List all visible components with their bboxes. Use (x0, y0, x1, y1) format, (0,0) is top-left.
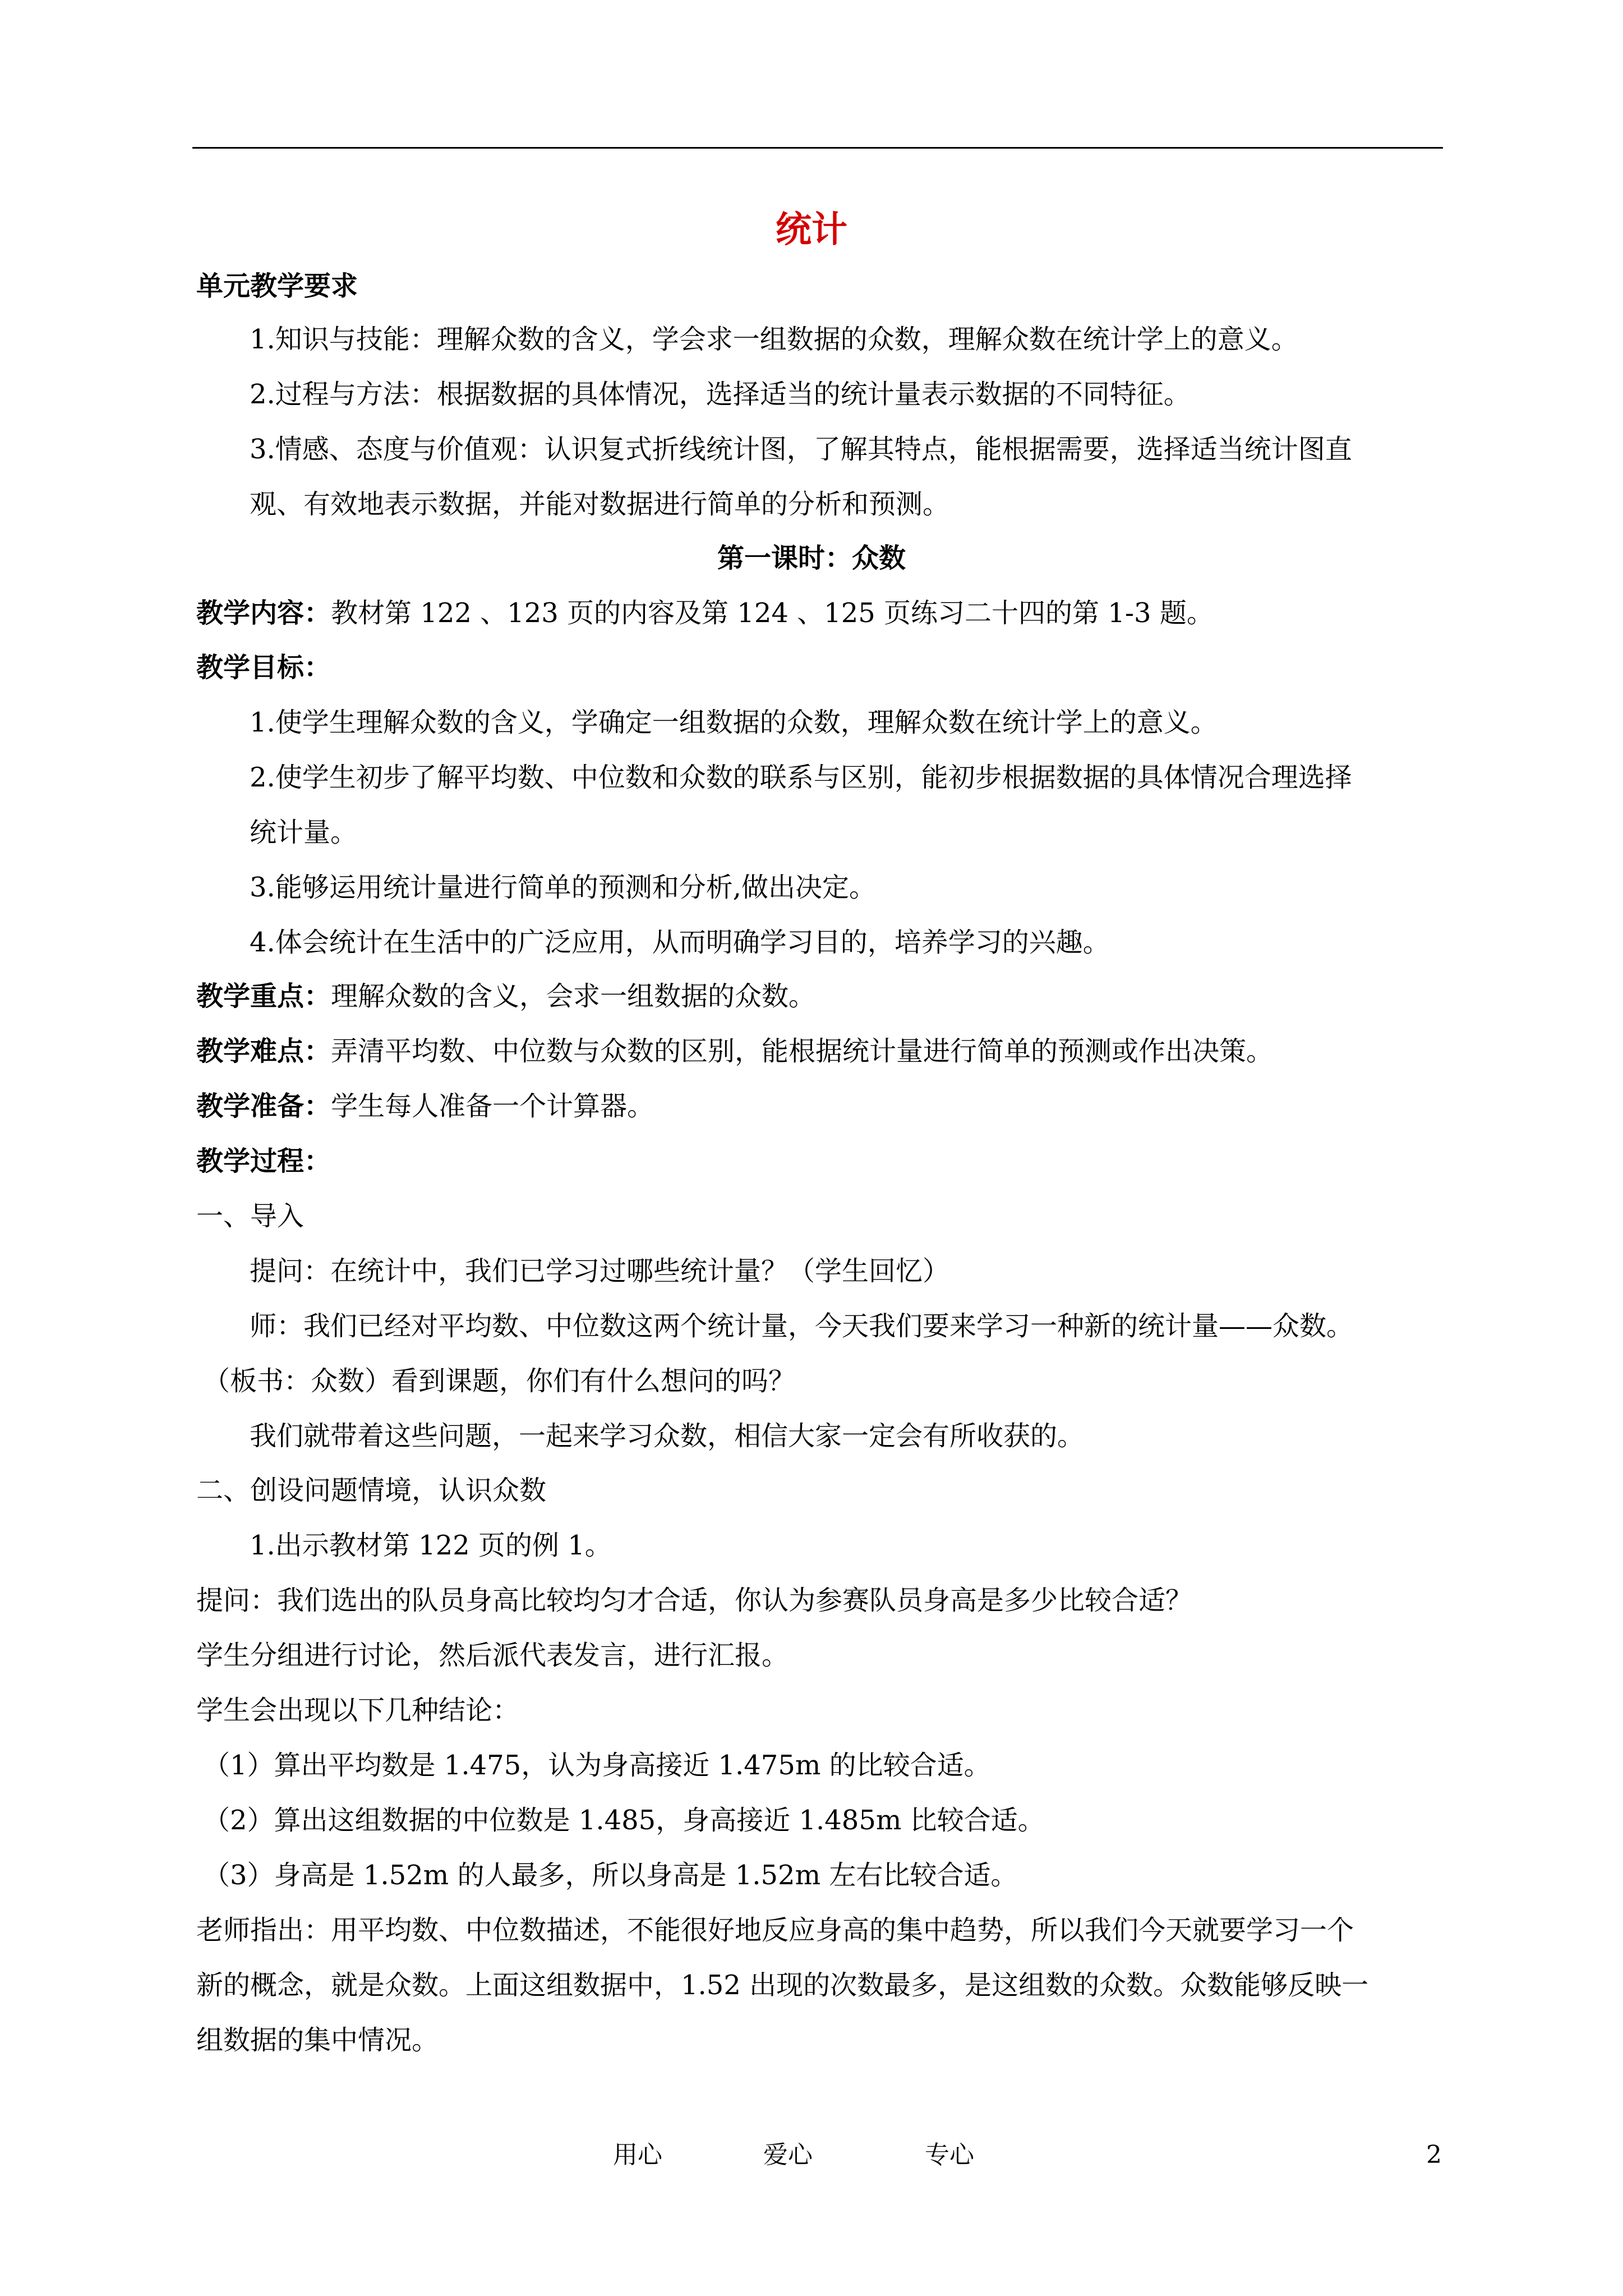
page-number: 2 (1426, 2141, 1442, 2169)
process-line: 学生会出现以下几种结论： (196, 1695, 520, 1726)
page-title: 统计 (776, 209, 847, 251)
lesson-title: 第一课时：众数 (717, 542, 906, 574)
section-heading-mode: 二、创设问题情境，认识众数 (196, 1475, 547, 1506)
process-line: 1.出示教材第 122 页的例 1。 (250, 1530, 612, 1561)
requirement-item: 1.知识与技能：理解众数的含义，学会求一组数据的众数，理解众数在统计学上的意义。 (250, 324, 1298, 355)
objective-item: 3.能够运用统计量进行简单的预测和分析,做出决定。 (250, 872, 877, 903)
objective-item: 统计量。 (250, 817, 358, 848)
process-line: 提问：我们选出的队员身高比较均匀才合适，你认为参赛队员身高是多少比较合适？ (196, 1585, 1193, 1616)
process-line: 我们就带着这些问题，一起来学习众数，相信大家一定会有所收获的。 (250, 1420, 1085, 1452)
content-text: 教材第 122 、123 页的内容及第 124 、125 页练习二十四的第 1-3 题。 (331, 597, 1214, 629)
objective-item: 2.使学生初步了解平均数、中位数和众数的联系与区别，能初步根据数据的具体情况合理选择 (250, 762, 1352, 793)
process-line: 师：我们已经对平均数、中位数这两个统计量，今天我们要来学习一种新的统计量——众数。 (250, 1310, 1354, 1342)
process-line: 老师指出：用平均数、中位数描述，不能很好地反应身高的集中趋势，所以我们今天就要学习一个 (196, 1915, 1354, 1946)
conclusion-item: （2）算出这组数据的中位数是 1.485，身高接近 1.485m 比较合适。 (203, 1805, 1045, 1836)
process-line: 组数据的集中情况。 (196, 2024, 439, 2056)
content-line (196, 595, 1214, 631)
requirement-item: 3.情感、态度与价值观：认识复式折线统计图，了解其特点，能根据需要，选择适当统计图直 (250, 434, 1352, 465)
process-line: （板书：众数）看到课题，你们有什么想问的吗？ (203, 1365, 796, 1397)
conclusion-item: （3）身高是 1.52m 的人最多，所以身高是 1.52m 左右比较合适。 (203, 1860, 1018, 1891)
difficulty-label: 教学难点： (196, 1036, 331, 1067)
requirement-item: 观、有效地表示数据，并能对数据进行简单的分析和预测。 (250, 489, 950, 520)
section-heading-intro: 一、导入 (196, 1200, 305, 1232)
content-label: 教学内容： (196, 597, 331, 629)
key-point-line (196, 978, 815, 1014)
process-line: 学生分组进行讨论，然后派代表发言，进行汇报。 (196, 1640, 789, 1671)
objectives-heading: 教学目标： (196, 652, 331, 683)
preparation-label: 教学准备： (196, 1091, 331, 1122)
footer-mid: 爱心 (763, 2141, 813, 2169)
preparation-line (196, 1088, 654, 1124)
unit-requirements-heading: 单元教学要求 (196, 270, 358, 302)
key-point-text: 理解众数的含义，会求一组数据的众数。 (331, 981, 816, 1012)
requirement-item: 2.过程与方法：根据数据的具体情况，选择适当的统计量表示数据的不同特征。 (250, 379, 1191, 410)
footer-right: 专心 (925, 2141, 974, 2169)
process-heading: 教学过程： (196, 1145, 331, 1177)
difficulty-text: 弄清平均数、中位数与众数的区别，能根据统计量进行简单的预测或作出决策。 (331, 1036, 1274, 1067)
footer-left: 用心 (613, 2141, 662, 2169)
key-point-label: 教学重点： (196, 981, 331, 1012)
process-line: 提问：在统计中，我们已学习过哪些统计量？（学生回忆） (250, 1255, 950, 1287)
objective-item: 1.使学生理解众数的含义，学确定一组数据的众数，理解众数在统计学上的意义。 (250, 707, 1218, 738)
preparation-text: 学生每人准备一个计算器。 (331, 1091, 654, 1122)
difficulty-line (196, 1033, 1273, 1069)
header-rule (192, 147, 1443, 149)
objective-item: 4.体会统计在生活中的广泛应用，从而明确学习目的，培养学习的兴趣。 (250, 927, 1110, 958)
conclusion-item: （1）算出平均数是 1.475，认为身高接近 1.475m 的比较合适。 (203, 1750, 991, 1781)
process-line: 新的概念，就是众数。上面这组数据中，1.52 出现的次数最多，是这组数的众数。众数能够反映一 (196, 1970, 1369, 2001)
